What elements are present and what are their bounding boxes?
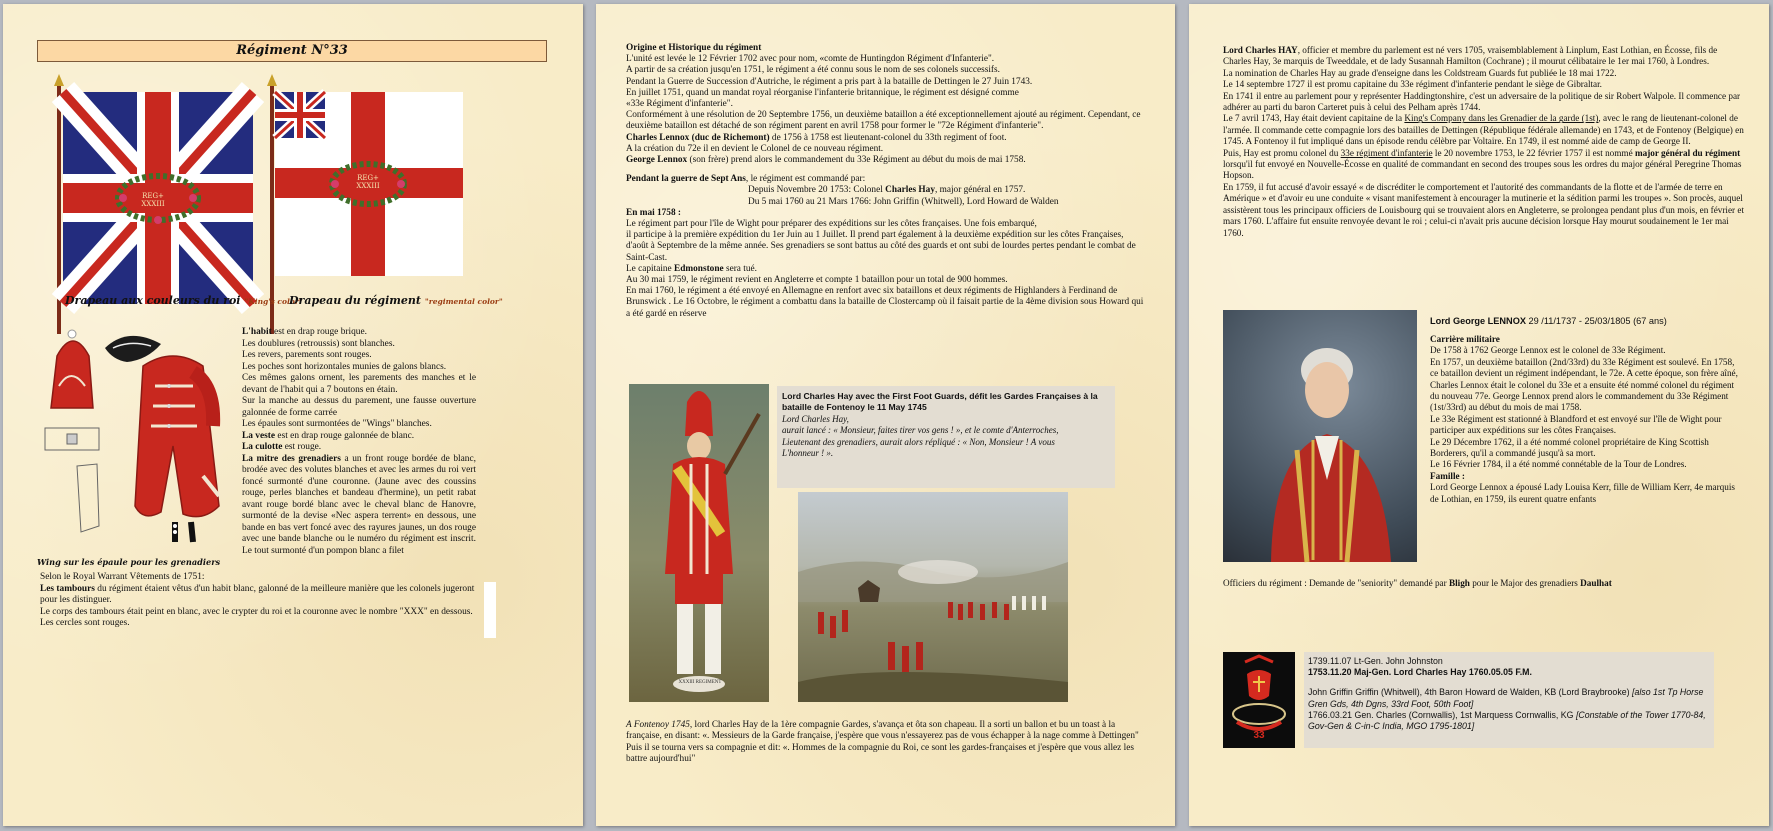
uniform-line: Les revers, parements sont rouges. — [242, 350, 372, 360]
family-text: Lord George Lennox a épousé Lady Louisa Kerr, fille de William Kerr, 4e marquis de Lothian, en 1759, ils eurent quatre enfants — [1430, 482, 1735, 504]
origin-line: A partir de sa création jusqu'en 1751, le régiment a été connu sous le nom de ses colonels successifs. — [626, 65, 1000, 76]
colonel-line: 1739.11.07 Lt-Gen. John Johnston — [1308, 656, 1443, 666]
kings-color-emblem-text: REG+ XXXIII — [141, 192, 165, 208]
regimental-color-caption-small: "regimental color" — [424, 297, 503, 306]
quote-line: aurait lancé : « Monsieur, faites tirer vos gens ! », et le comte d'Anterroches, — [782, 425, 1059, 436]
page-colonels — [1189, 4, 1769, 826]
badge-number: 33 — [1253, 730, 1265, 741]
origin-heading: Origine et Historique du régiment — [626, 43, 762, 53]
grenadier-painting — [629, 384, 769, 702]
family-heading: Famille : — [1430, 470, 1465, 481]
page-regiment-history — [596, 4, 1175, 826]
wing-caption: Wing sur les épaule pour les grenadiers — [37, 557, 221, 567]
origin-line: Pendant la Guerre de Succession d'Autriche, le régiment a pris part à la bataille de Dettingen le 27 Juin 1743. — [626, 76, 1033, 87]
drum-line: Selon le Royal Warrant Vêtements de 1751: — [40, 572, 205, 582]
drummers-description — [40, 572, 480, 630]
hay-1743: Le 7 avril 1743, Hay était devient capitaine de la King's Company dans les Grenadier de la garde (1st), avec le rang de lieutenant-colonel de l'armée. Il commande cette compagnie lors des batailles de Dettingen (République fédérale allemande) en 1743, et de Fontenoy (Belgique) en 1745. A Fontenoy il fut impliqué dans un épisode rendu célèbre par Voltaire. En 1749, il est nommé aide de camp de George II. — [1223, 113, 1744, 147]
war-heading: Pendant la guerre de Sept Ans, le régiment est commandé par: — [626, 174, 866, 185]
career-line: De 1758 à 1762 George Lennox est le colonel de 33e Régiment. — [1430, 345, 1666, 356]
uniform-description — [242, 327, 477, 556]
charles-hay-biography — [1223, 45, 1747, 239]
uniform-line: L'habit est en drap rouge brique. — [242, 327, 367, 337]
fontenoy-anecdote: A Fontenoy 1745, lord Charles Hay de la 1ère compagnie Gardes, s'avança et ôta son chapeau. Il a sorti un ballon et bu un toast à la française, en disant: «. Messieurs de la Garde française, j'espère que vous n'essayerez pas de vous échapper à la nage comme à Dettingen" Puis il se tourna vers sa compagnie et dit: «. Hommes de la compagnie du Roi, ce sont les gardes-françaises et j'espère que vous allez les battre aujourd'hui" — [626, 720, 1139, 765]
origin-line: L'unité est levée le 12 Février 1702 avec pour nom, «comte de Huntingdon Régiment d'Infanterie". — [626, 54, 995, 65]
may-line: Le régiment part pour l'île de Wight pour préparer des expéditions sur les côtes françaises. Une fois embarqué, — [626, 219, 1037, 230]
regimental-color-emblem-text: REG+ XXXIII — [356, 174, 380, 190]
quote-line: L'honneur ! ». — [782, 448, 834, 459]
page-title: Régiment N°33 — [37, 40, 547, 62]
hay-1753: Puis, Hay est promu colonel du 33e régiment d'infanterie le 20 novembre 1753, le 22 février 1757 il est nommé major général du régiment lorsqu'il fut envoyé en Nouvelle-Écosse en qualité de commandant en second des troupes sous les ordres du major général Peregrine Thomas Hopson. — [1223, 147, 1742, 181]
may-line: il participe à la première expédition du 1er Juin au 1 Juillet. Il prend part également à la deuxième expédition sur les côtes Françaises, d'août à Septembre de la même année. Ses grenadiers se sont battus au côté des guards et ont subi de lourdes pertes pendant le combat de Saint-Cast. — [626, 230, 1136, 263]
regiment-badge — [1223, 652, 1295, 748]
origin-line: En juillet 1751, quand un mandat royal réorganise l'infanterie britannique, le régiment est désigné comme — [626, 87, 1019, 98]
end-line: En mai 1760, le régiment a été envoyé en Allemagne en renfort avec six bataillons et deux régiments de Highlanders à Ferdinand de Brunswick . Le 16 Octobre, le régiment a combattu dans la bataille de Clostercamp où il faisait partie de la 4ème division sous Howard qui a été gardé en réserve — [626, 286, 1144, 319]
origin-line: Conformément à une résolution de 20 Septembre 1756, un deuxième bataillon a été exceptionnellement ajouté au régiment. Cependant, ce deuxième bataillon est détaché de son régiment parent en avril 1758 pour former le "72e Régiment d'infanterie". — [626, 110, 1141, 132]
history-text — [626, 43, 1146, 320]
hay-line: La nomination de Charles Hay au grade d'enseigne dans les Coldstream Guards fut publiée le 18 mai 1722. — [1223, 67, 1617, 78]
fontenoy-quote-panel — [777, 386, 1115, 488]
uniform-line: Les poches sont horizontales munies de galons blancs. — [242, 361, 447, 372]
george-line: George Lennox (son frère) prend alors le commandement du 33e Régiment au début du mois de mai 1758. — [626, 155, 1026, 166]
pole-finial-left — [54, 74, 64, 86]
colonels-list — [1308, 656, 1708, 732]
lennox-line-2: A la création du 72e il en devient le Colonel de ce nouveau régiment. — [626, 143, 884, 154]
pole-finial-right — [267, 74, 277, 86]
george-lennox-bio — [1430, 315, 1744, 505]
regimental-color-caption — [289, 294, 503, 307]
uniform-line: Les doublures (retroussis) sont blanches. — [242, 338, 395, 349]
kings-color-caption-small: "King's color" — [244, 297, 303, 306]
grenadier-plaque: XXXIII REGIMENT — [678, 680, 722, 685]
white-tab-decoration — [484, 582, 496, 638]
hay-line: En 1741 il entre au parlement pour y représenter Haddingtonshire, c'est un adversaire de la politique de sir Robert Walpole. Il commence par adhérer au parti du baron Carteret puis à celui des Pelham après 1744. — [1223, 90, 1741, 113]
lennox-heading: Lord George LENNOX 29 /11/1737 - 25/03/1805 (67 ans) — [1430, 316, 1667, 326]
career-heading: Carrière militaire — [1430, 334, 1500, 344]
hay-intro: Lord Charles HAY, officier et membre du parlement est né vers 1705, vraisemblablement à Linplum, East Lothian, en Écosse, fils de Charles Hay, 3e marquis de Tweeddale, et de lady Susannah Hamilton (Cochrane) ; il mourut célibataire le 1er mai 1760, à Londres. — [1223, 45, 1718, 67]
uniform-illustration — [43, 326, 233, 556]
career-line: En 1757, un deuxième bataillon (2nd/33rd) du 33e Régiment est soulevé. En 1758, ce bataillon devient un régiment indépendant, le 72e. A cette époque, son frère aîné, Charles Lennox était le colonel du 33e et a ensuite été nommé colonel du régiment du nouveau 77e. George Lennox prend alors le commandement du 33e Régiment (1st/33rd) au début du mois de mai 1758. — [1430, 356, 1738, 413]
uniform-line: Ces mêmes galons ornent, les parements des manches et le devant de l'habit qui a 7 boutons en étain. — [242, 373, 476, 395]
uniform-line: La veste est en drap rouge galonnée de blanc. — [242, 430, 415, 441]
uniform-line: Les épaules sont surmontées de "Wings" blanches. — [242, 419, 432, 429]
colonel-line: John Griffin Griffin (Whitwell), 4th Baron Howard de Walden, KB (Lord Braybrooke) [also 1st Tp Horse Gren Gds, 4th Dgns, 33rd Foot, 50th Foot] — [1308, 687, 1704, 709]
hay-1759: En 1759, il fut accusé d'avoir essayé « de discréditer le comportement et l'autorité des commandants de la flotte et de l'armée de terre en Amérique » et d'avoir eu une conduite « visant manifestement à encourager la mutinerie et la sédition parmi les troupes ». Son procès, auquel assistèrent tous les principaux officiers de Louisbourg qui se trouvaient alors en Angleterre, se prolongea pendant plus d'un mois, en février et mars 1760. L'affaire fut ensuite renvoyée devant le roi ; celui-ci n'avait pris aucune décision lorsque Hay mourut soudainement le 1er mai 1760. — [1223, 181, 1745, 238]
uniform-line: La culotte est rouge. — [242, 442, 322, 452]
career-line: Le 16 Février 1784, il a été nommé connétable de la Tour de Londres. — [1430, 459, 1687, 470]
george-lennox-portrait — [1223, 310, 1417, 562]
colonels-panel — [1304, 652, 1714, 748]
quote-line: Lord Charles Hay, — [782, 414, 849, 424]
uniform-line: La mitre des grenadiers a un front rouge bordée de blanc, brodée avec des volutes blanches et avec les armes du roi vert foncé surmonté d'une couronne. (Jaune avec des coussins rouge, perles blanches et bandeau d'hermine), un petit rabat avant rouge bordé blanc avec le cheval blanc de Hanovre, surmonté de la devise «Nec aspera terrent» en dessous, une bande en bas vert foncé avec des rayures jaunes, un dos rouge avec une bande blanche ou le numéro du régiment est inscrit. Le tout surmonté d'un pompon blanc a filet — [242, 453, 477, 556]
battle-of-fontenoy-painting — [798, 492, 1068, 702]
regiment-link[interactable]: 33e régiment d'infanterie — [1340, 147, 1433, 158]
may-heading: En mai 1758 : — [626, 207, 682, 218]
drum-line: Le corps des tambours était peint en blanc, avec le crypter du roi et la couronne avec le nombre "XXX" en dessous. Les cercles sont rouges. — [40, 606, 473, 629]
hay-line: Le 14 septembre 1727 il est promu capitaine du 33e régiment d'infanterie pendant le siège de Gibraltar. — [1223, 79, 1602, 90]
end-line: Au 30 mai 1759, le régiment revient en Angleterre et compte 1 bataillon pour un total de 900 hommes. — [626, 275, 1008, 286]
kings-company-link[interactable]: King's Company dans les Grenadier de la garde (1st) — [1404, 113, 1599, 124]
quote-line: Lieutenant des grenadiers, aurait alors répliqué : « Non, Monsieur ! A vous — [782, 436, 1055, 447]
kings-color-caption-main: Drapeau aux couleurs du roi — [65, 294, 245, 307]
edmonstone-line: Le capitaine Edmonstone sera tué. — [626, 263, 757, 274]
war-commander-2: Du 5 mai 1760 au 21 Mars 1766: John Griffin (Whitwell), Lord Howard de Walden — [748, 196, 1059, 207]
page-regiment-uniform — [3, 4, 583, 826]
lennox-line: Charles Lennox (duc de Richemont) de 1756 à 1758 est lieutenant-colonel du 33th regiment of foot. — [626, 132, 1007, 143]
quote-title: Lord Charles Hay avec the First Foot Guards, défit les Gardes Françaises à la bataille de Fontenoy le 11 May 1745 — [782, 391, 1098, 412]
uniform-line: Sur la manche au dessus du parement, une fausse ouverture galonnée de forme carrée — [242, 396, 476, 418]
officers-note: Officiers du régiment : Demande de "seniority" demandé par Bligh pour le Major des grenadiers Daulhat — [1223, 578, 1612, 588]
regimental-color-caption-main: Drapeau du régiment — [289, 294, 425, 307]
kings-color-caption — [65, 294, 303, 307]
war-commander-1: Depuis Novembre 20 1753: Colonel Charles Hay, major général en 1757. — [748, 185, 1026, 196]
origin-line: «33e Régiment d'infanterie". — [626, 99, 733, 110]
colonel-line: 1753.11.20 Maj-Gen. Lord Charles Hay 1760.05.05 F.M. — [1308, 667, 1532, 678]
career-line: Le 33e Régiment est stationné à Blandford et est envoyé sur l'île de Wight pour participer aux expéditions sur les côtes Françaises. — [1430, 413, 1722, 436]
quote-body — [782, 414, 1082, 460]
drum-line: Les tambours du régiment étaient vêtus d'un habit blanc, galonné de la meilleure manière que les colonels jugeront pour les distinguer. — [40, 583, 475, 606]
career-line: Le 29 Décembre 1762, il a été nommé colonel propriétaire de King Scottish Borderers, qu'il a commandé jusqu'à sa mort. — [1430, 436, 1709, 459]
colonel-line: 1766.03.21 Gen. Charles (Cornwallis), 1st Marquess Cornwallis, KG [Constable of the Tower 1770-84, Gov-Gen & C-in-C India, MGO 1795-1801] — [1308, 709, 1706, 732]
